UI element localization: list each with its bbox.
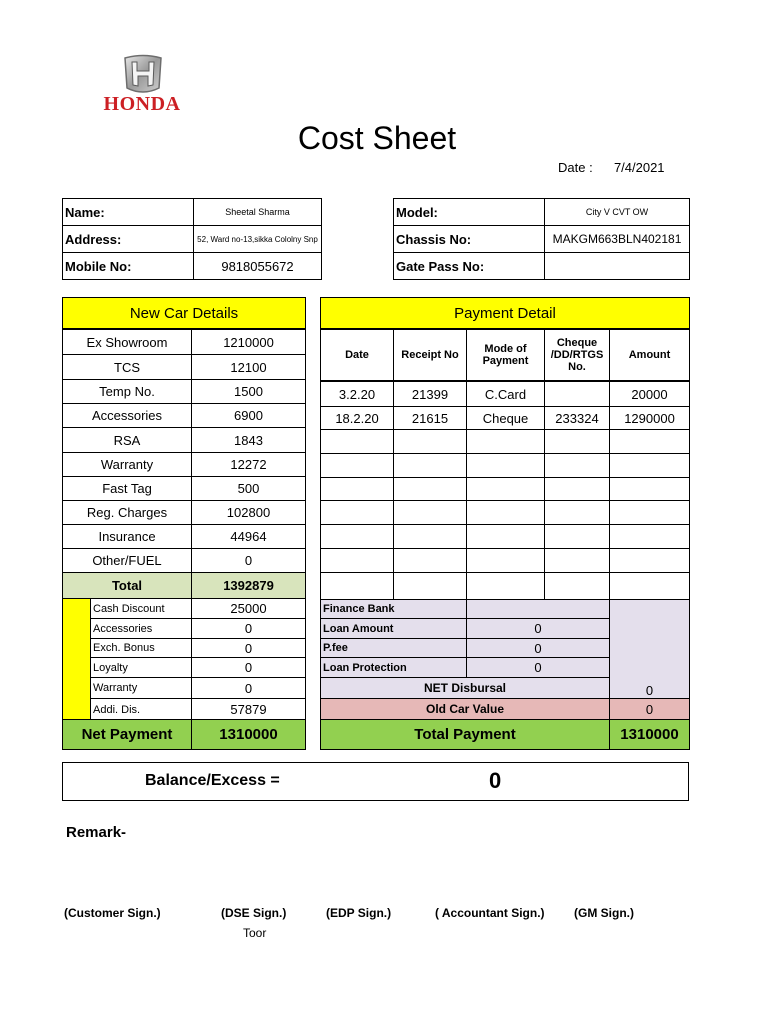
new-car-item-value: 44964: [191, 524, 306, 549]
new-car-item-value: 500: [191, 476, 306, 501]
payment-empty-cell: [609, 477, 690, 501]
total-label: Total: [62, 572, 192, 599]
payment-empty-cell: [544, 524, 610, 549]
discount-label: Warranty: [90, 677, 192, 699]
new-car-item-value: 1843: [191, 427, 306, 453]
total-value: 1392879: [191, 572, 306, 599]
honda-logo: [88, 54, 196, 116]
finance-label: Finance Bank: [320, 599, 467, 619]
finance-value: [466, 599, 610, 619]
finance-value: 0: [466, 638, 610, 658]
discount-value: 0: [191, 677, 306, 699]
payment-cell: 21615: [393, 406, 467, 430]
new-car-header: New Car Details: [62, 297, 306, 329]
discount-label: Exch. Bonus: [90, 638, 192, 658]
new-car-item-value: 12100: [191, 354, 306, 380]
address-value: 52, Ward no-13,sikka Cololny Snp: [194, 226, 322, 253]
balance-box: [62, 762, 689, 801]
finance-label: Loan Amount: [320, 618, 467, 639]
chassis-label: Chassis No:: [394, 226, 545, 253]
net-payment-value: 1310000: [191, 719, 306, 750]
total-payment-value: 1310000: [609, 719, 690, 750]
gm-sign: (GM Sign.): [574, 906, 634, 920]
payment-empty-cell: [320, 429, 394, 454]
gate-pass-label: Gate Pass No:: [394, 253, 545, 280]
payment-column-header: Cheque /DD/RTGS No.: [544, 329, 610, 381]
honda-h-emblem-icon: [122, 54, 164, 94]
new-car-item-label: RSA: [62, 427, 192, 453]
dse-name: Toor: [243, 926, 267, 940]
edp-sign: (EDP Sign.): [326, 906, 392, 920]
old-car-value: 0: [609, 698, 690, 720]
payment-cell: [544, 381, 610, 407]
new-car-item-value: 12272: [191, 452, 306, 477]
payment-cell: 3.2.20: [320, 381, 394, 407]
payment-header: Payment Detail: [320, 297, 690, 329]
net-payment-label: Net Payment: [62, 719, 192, 750]
new-car-item-label: Warranty: [62, 452, 192, 477]
date-value: 7/4/2021: [613, 160, 665, 175]
payment-empty-cell: [393, 429, 467, 454]
gate-pass-value: [545, 253, 690, 280]
discount-label: Accessories: [90, 618, 192, 639]
brand-name: HONDA: [103, 93, 181, 115]
finance-value: 0: [466, 657, 610, 678]
payment-empty-cell: [609, 572, 690, 600]
name-value: Sheetal Sharma: [194, 199, 322, 226]
address-label: Address:: [63, 226, 194, 253]
new-car-item-label: Accessories: [62, 403, 192, 428]
payment-empty-cell: [466, 453, 545, 478]
new-car-item-label: Temp No.: [62, 379, 192, 404]
vehicle-info-table: [393, 198, 690, 280]
discount-label: Addi. Dis.: [90, 698, 192, 721]
payment-empty-cell: [320, 500, 394, 525]
payment-cell: C.Card: [466, 381, 545, 407]
payment-cell: 20000: [609, 381, 690, 407]
payment-empty-cell: [609, 500, 690, 525]
payment-empty-cell: [544, 453, 610, 478]
mobile-label: Mobile No:: [63, 253, 194, 280]
payment-column-header: Mode of Payment: [466, 329, 545, 381]
payment-cell: 18.2.20: [320, 406, 394, 430]
page-title: Cost Sheet: [297, 120, 457, 156]
payment-empty-cell: [466, 477, 545, 501]
net-disbursal-value: 0: [609, 677, 690, 699]
payment-cell: 1290000: [609, 406, 690, 430]
date-label: Date :: [558, 160, 593, 175]
new-car-item-value: 1210000: [191, 329, 306, 355]
total-payment-label: Total Payment: [320, 719, 610, 750]
new-car-item-label: Ex Showroom: [62, 329, 192, 355]
customer-sign: (Customer Sign.): [64, 906, 161, 920]
discount-value: 0: [191, 618, 306, 639]
mobile-value: 9818055672: [194, 253, 322, 280]
name-label: Name:: [63, 199, 194, 226]
balance-label: Balance/Excess =: [145, 772, 280, 789]
remark-label: Remark-: [66, 824, 127, 841]
discount-marker: [62, 598, 91, 720]
payment-column-header: Receipt No: [393, 329, 467, 381]
new-car-item-label: Insurance: [62, 524, 192, 549]
new-car-item-label: Reg. Charges: [62, 500, 192, 525]
new-car-item-value: 6900: [191, 403, 306, 428]
payment-empty-cell: [544, 548, 610, 573]
payment-empty-cell: [320, 524, 394, 549]
payment-empty-cell: [393, 548, 467, 573]
payment-empty-cell: [609, 429, 690, 454]
new-car-item-label: TCS: [62, 354, 192, 380]
payment-empty-cell: [609, 548, 690, 573]
payment-empty-cell: [466, 500, 545, 525]
discount-value: 0: [191, 657, 306, 678]
balance-value: 0: [489, 768, 502, 793]
discount-value: 0: [191, 638, 306, 658]
payment-column-header: Date: [320, 329, 394, 381]
chassis-value: MAKGM663BLN402181: [545, 226, 690, 253]
model-label: Model:: [394, 199, 545, 226]
payment-empty-cell: [393, 453, 467, 478]
new-car-item-label: Other/FUEL: [62, 548, 192, 573]
payment-cell: 233324: [544, 406, 610, 430]
payment-empty-cell: [393, 500, 467, 525]
old-car-label: Old Car Value: [320, 698, 610, 720]
payment-empty-cell: [320, 453, 394, 478]
payment-empty-cell: [544, 500, 610, 525]
date-row: [558, 160, 665, 175]
discount-label: Cash Discount: [90, 598, 192, 619]
payment-empty-cell: [544, 429, 610, 454]
payment-empty-cell: [393, 524, 467, 549]
new-car-item-value: 1500: [191, 379, 306, 404]
finance-label: Loan Protection: [320, 657, 467, 678]
finance-label: P.fee: [320, 638, 467, 658]
payment-empty-cell: [609, 453, 690, 478]
finance-value: 0: [466, 618, 610, 639]
payment-empty-cell: [393, 477, 467, 501]
payment-empty-cell: [466, 429, 545, 454]
payment-column-header: Amount: [609, 329, 690, 381]
accountant-sign: ( Accountant Sign.): [435, 906, 545, 920]
new-car-item-value: 102800: [191, 500, 306, 525]
payment-empty-cell: [466, 548, 545, 573]
payment-empty-cell: [393, 572, 467, 600]
payment-cell: 21399: [393, 381, 467, 407]
payment-empty-cell: [466, 524, 545, 549]
model-value: City V CVT OW: [545, 199, 690, 226]
payment-empty-cell: [320, 548, 394, 573]
net-disbursal-label: NET Disbursal: [320, 677, 610, 699]
payment-empty-cell: [320, 477, 394, 501]
payment-empty-cell: [466, 572, 545, 600]
discount-value: 25000: [191, 598, 306, 619]
new-car-item-value: 0: [191, 548, 306, 573]
dse-sign: (DSE Sign.): [221, 906, 287, 920]
payment-cell: Cheque: [466, 406, 545, 430]
discount-label: Loyalty: [90, 657, 192, 678]
customer-info-table: [62, 198, 322, 280]
payment-empty-cell: [320, 572, 394, 600]
payment-empty-cell: [609, 524, 690, 549]
payment-empty-cell: [544, 477, 610, 501]
discount-value: 57879: [191, 698, 306, 721]
new-car-item-label: Fast Tag: [62, 476, 192, 501]
payment-empty-cell: [544, 572, 610, 600]
